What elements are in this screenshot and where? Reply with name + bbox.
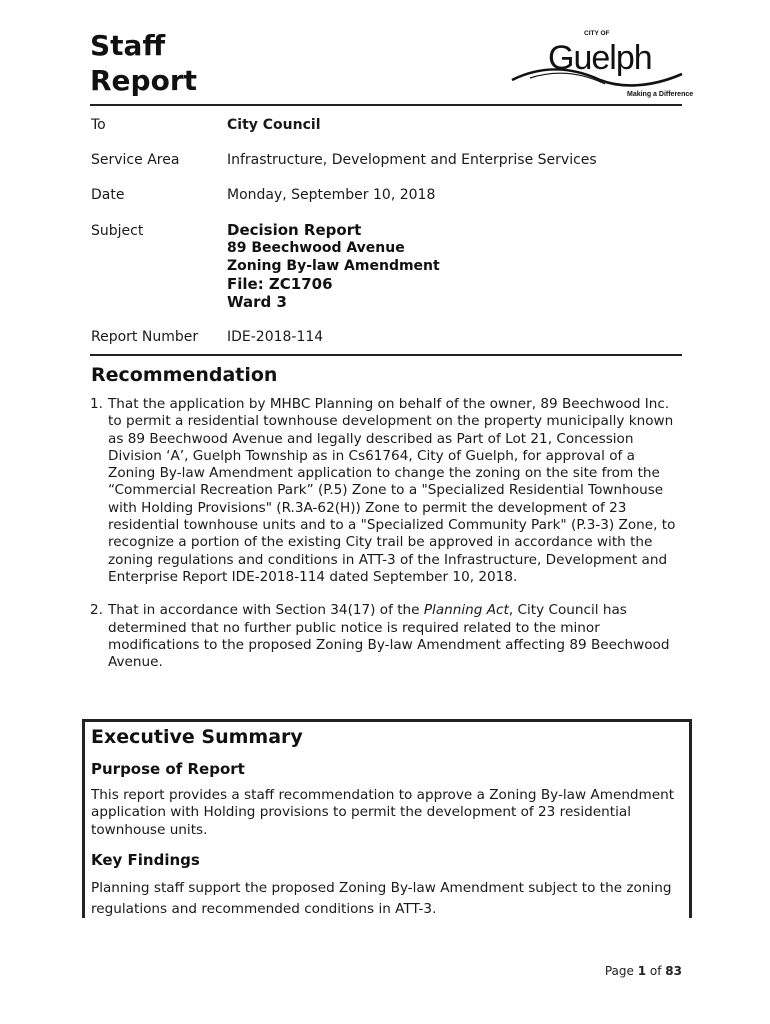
recommendation-text-2-post: , City Council has determined that no further public notice is required related to the minor modifications to the proposed Zoning By-law Amendment affecting 89 Beechwood Avenue.: [108, 602, 670, 671]
purpose-text: This report provides a staff recommendation to approve a Zoning By-law Amendment application with Holding provisions to permit the development of 23 residential townhouse units.: [91, 787, 675, 838]
purpose-heading: Purpose of Report: [91, 760, 245, 778]
page-word: Page: [604, 964, 634, 978]
recommendation-text-2-pre: That in accordance with Section 34(17) of the: [108, 602, 424, 619]
recommendation-list: [90, 396, 680, 671]
recommendation-item-1: [90, 396, 680, 586]
list-number: 2.: [90, 602, 103, 619]
key-findings-heading: Key Findings: [91, 851, 200, 869]
svg-text:Making a Difference: Making a Difference: [627, 91, 694, 98]
of-word: of: [649, 964, 662, 978]
recommendation-item-2: [90, 602, 680, 671]
header-divider: [90, 104, 682, 106]
title-line-report: Report: [90, 64, 198, 97]
subject-line-file: File: ZC1706: [227, 275, 333, 293]
subject-line-address: 89 Beechwood Avenue: [227, 240, 405, 256]
report-number-value: IDE-2018-114: [227, 329, 324, 345]
date-label: Date: [91, 187, 125, 203]
report-number-label: Report Number: [91, 329, 199, 345]
date-value: Monday, September 10, 2018: [227, 187, 436, 203]
svg-text:CITY OF: CITY OF: [584, 30, 610, 37]
guelph-logo-icon: [510, 22, 694, 102]
to-label: To: [91, 117, 106, 133]
page-total: 83: [665, 964, 682, 978]
page-number: 1: [637, 964, 647, 978]
subject-line-decision-report: Decision Report: [227, 221, 362, 239]
meta-divider: [90, 354, 682, 356]
subject-line-zoning: Zoning By-law Amendment: [227, 258, 440, 274]
document-title: [90, 28, 197, 98]
svg-text:Guelph: Guelph: [548, 39, 652, 77]
subject-label: Subject: [91, 223, 144, 239]
list-number: 1.: [90, 396, 103, 412]
title-line-staff: Staff: [90, 29, 166, 62]
planning-act-italic: Planning Act: [423, 602, 509, 619]
recommendation-heading: Recommendation: [91, 364, 278, 386]
page-footer: [605, 964, 682, 978]
to-value: City Council: [227, 117, 321, 133]
key-findings-text: Planning staff support the proposed Zoning By-law Amendment subject to the zoning regulations and recommended conditions in ATT-3.: [91, 880, 672, 917]
service-area-label: Service Area: [91, 152, 180, 168]
city-of-guelph-logo: [510, 22, 694, 102]
subject-line-ward: Ward 3: [227, 293, 287, 311]
executive-summary-heading: Executive Summary: [91, 726, 303, 748]
service-area-value: Infrastructure, Development and Enterprise Services: [227, 152, 597, 168]
recommendation-text-1: That the application by MHBC Planning on behalf of the owner, 89 Beechwood Inc. to permit a residential townhouse development on the property municipally known as 89 Beechwood Avenue and legally described as Part of Lot 21, Concession Division ‘A’, Guelph Township as in Cs61764, City of Guelph, for approval of a Zoning By-law Amendment application to change the zoning on the site from the “Commercial Recreation Park” (P.5) Zone to a "Specialized Residential Townhouse with Holding Provisions" (R.3A-62(H)) Zone to permit the development of 23 residential townhouse units and to a "Specialized Community Park" (P.3-3) Zone, to recognize a portion of the existing City trail be approved in accordance with the zoning regulations and conditions in ATT-3 of the Infrastructure, Development and Enterprise Report IDE-2018-114 dated September 10, 2018.: [108, 396, 676, 585]
